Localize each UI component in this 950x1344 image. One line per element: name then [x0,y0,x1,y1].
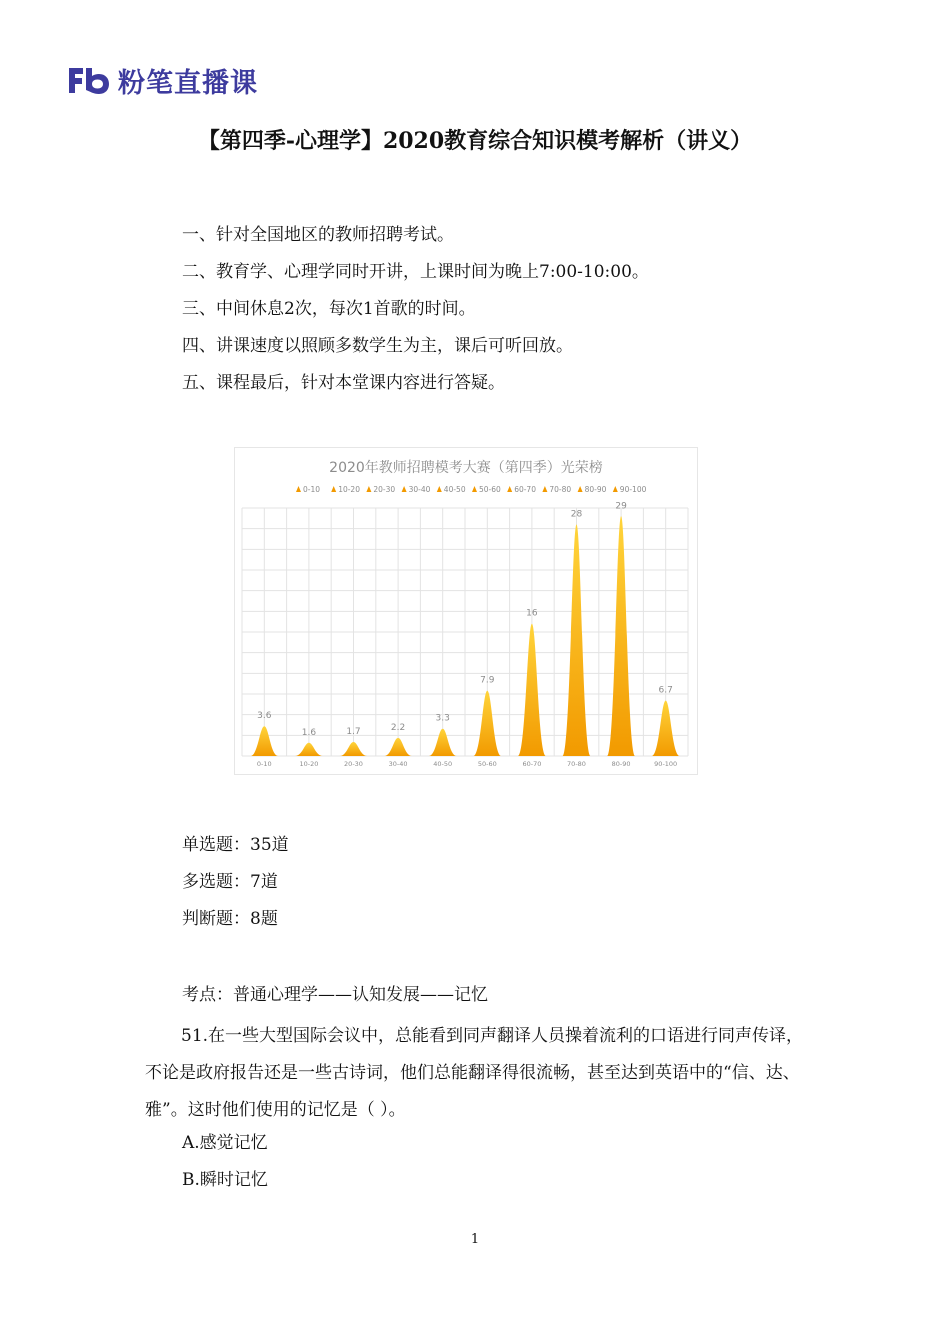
legend-marker [472,486,477,492]
legend-marker [437,486,442,492]
x-tick-label: 0-10 [256,760,272,768]
x-tick-label: 50-60 [477,760,497,768]
page-number: 1 [470,1232,480,1247]
legend-label: 70-80 [549,485,572,494]
course-rules-list [182,222,649,407]
legend-label: 10-20 [338,485,360,494]
chart-peak [563,525,591,756]
x-tick-label: 20-30 [344,760,363,768]
rule-item: 四、讲课速度以照顾多数学生为主，课后可听回放。 [182,336,573,356]
x-tick-label: 70-80 [567,760,586,768]
chart-peak [295,743,323,756]
legend-label: 0-10 [303,485,321,494]
fenbi-logo [66,62,258,98]
legend-marker [366,486,371,492]
data-label: 28 [570,509,583,520]
legend-label: 20-30 [373,485,396,494]
legend-marker [331,486,336,492]
option-b: B.瞬时记忆 [182,1170,268,1190]
legend-marker [613,486,618,492]
data-label: 16 [526,608,538,619]
data-label: 3.6 [257,711,272,722]
logo-text: 粉笔直播课 [118,67,258,99]
chart-peak [473,691,501,756]
x-tick-label: 80-90 [611,760,631,768]
score-distribution-chart [234,447,698,775]
x-tick-label: 40-50 [433,760,453,768]
legend-marker [296,486,301,492]
chart-svg [235,448,697,774]
rule-item: 二、教育学、心理学同时开讲，上课时间为晚上7:00-10:00。 [182,262,649,282]
legend-label: 60-70 [514,485,536,494]
legend-label: 40-50 [443,485,466,494]
chart-peak [607,516,635,756]
legend-marker [507,486,512,492]
chart-peak [340,742,368,756]
chart-peak [250,726,278,756]
data-label: 7.9 [480,675,495,686]
data-label: 3.3 [435,713,450,724]
legend-marker [578,486,583,492]
multiple-choice-count: 多选题：7道 [182,872,278,892]
legend-label: 50-60 [479,485,501,494]
x-tick-label: 90-100 [654,760,678,768]
chart-peak [429,729,457,756]
legend-label: 90-100 [619,485,647,494]
x-tick-label: 30-40 [388,760,408,768]
fenbi-logo-icon [66,65,112,95]
data-label: 6.7 [658,685,673,696]
chart-title: 2020年教师招聘模考大赛（第四季）光荣榜 [329,460,603,476]
question-stem: 51.在一些大型国际会议中，总能看到同声翻译人员操着流利的口语进行同声传译，不论是政府报告还是一些古诗词，他们总能翻译得很流畅，甚至达到英语中的“信、达、雅”。这时他们使用的记忆是（ ）。 [145,1026,804,1120]
legend-label: 80-90 [584,485,607,494]
rule-item: 一、针对全国地区的教师招聘考试。 [182,225,454,245]
exam-point: 考点：普通心理学——认知发展——记忆 [182,985,488,1005]
legend-marker [402,486,407,492]
data-label: 2.2 [390,722,406,733]
legend-label: 30-40 [408,485,431,494]
x-tick-label: 10-20 [299,760,319,768]
legend-marker [542,486,547,492]
chart-peak [652,701,680,756]
chart-peak [384,738,412,756]
x-tick-label: 60-70 [522,760,542,768]
question-counts [182,832,289,943]
true-false-count: 判断题：8题 [182,909,278,929]
data-label: 1.7 [346,726,361,737]
chart-peak [518,624,546,756]
document-title: 【第四季-心理学】2020教育综合知识模考解析（讲义） [197,128,753,154]
option-a: A.感觉记忆 [182,1133,268,1153]
single-choice-count: 单选题：35道 [182,835,289,855]
data-label: 29 [615,501,627,512]
rule-item: 三、中间休息2次，每次1首歌的时间。 [182,299,476,319]
rule-item: 五、课程最后，针对本堂课内容进行答疑。 [182,373,505,393]
data-label: 1.6 [301,727,317,738]
